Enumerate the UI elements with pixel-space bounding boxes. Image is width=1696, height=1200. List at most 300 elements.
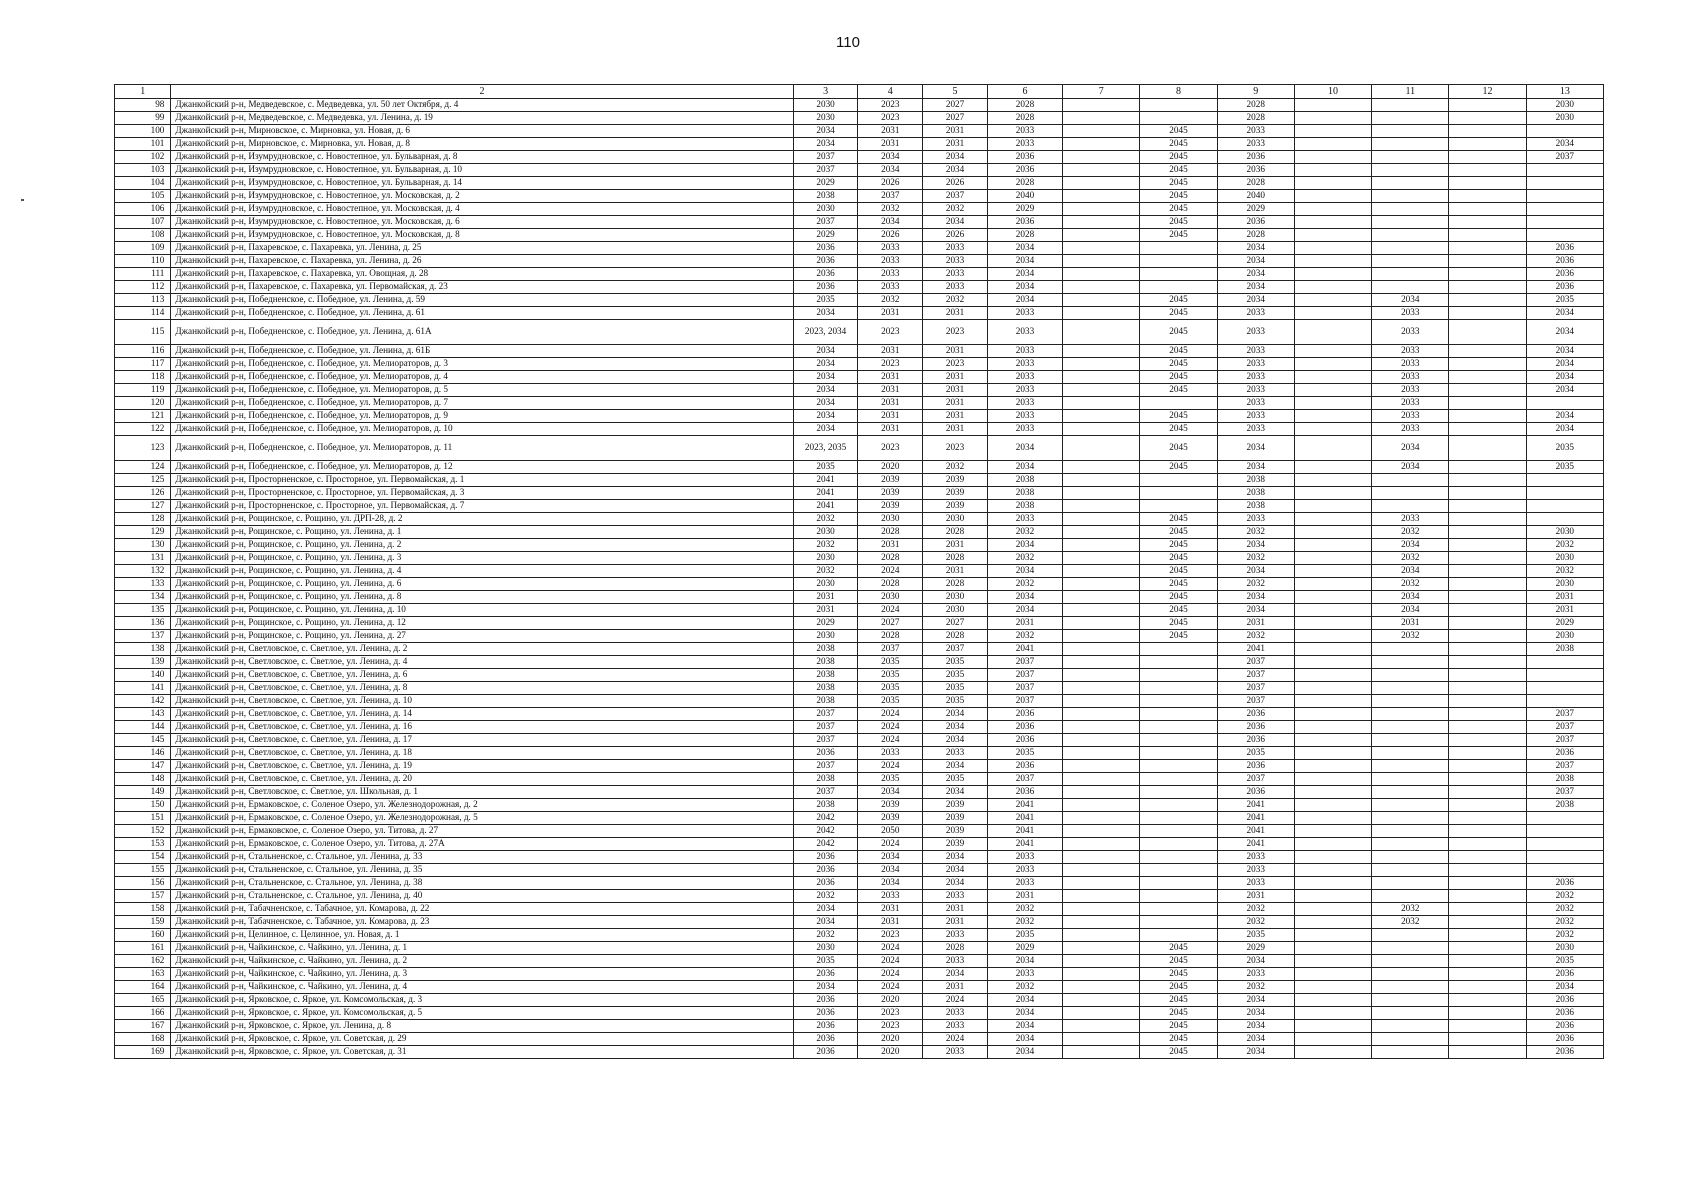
- year-cell-col-13: 2034: [1526, 358, 1603, 371]
- address-cell: Джанкойский р-н, Стальненское, с. Стальное, ул. Ленина, д. 35: [171, 864, 793, 877]
- table-row: [115, 591, 1604, 604]
- table-row: [115, 1046, 1604, 1059]
- year-cell-col-13: [1526, 825, 1603, 838]
- year-cell-col-3: 2036: [793, 1020, 858, 1033]
- year-cell-col-10: [1294, 682, 1371, 695]
- year-cell-col-9: 2034: [1217, 591, 1294, 604]
- year-cell-col-12: [1449, 604, 1526, 617]
- year-cell-col-10: [1294, 151, 1371, 164]
- year-cell-col-4: 2023: [858, 112, 923, 125]
- year-cell-col-5: 2034: [923, 851, 988, 864]
- year-cell-col-8: [1140, 838, 1217, 851]
- year-cell-col-4: 2024: [858, 734, 923, 747]
- year-cell-col-7: [1063, 138, 1140, 151]
- year-cell-col-12: [1449, 721, 1526, 734]
- year-cell-col-10: [1294, 617, 1371, 630]
- page-number: 110: [836, 34, 860, 51]
- year-cell-col-6: 2032: [987, 903, 1062, 916]
- year-cell-col-7: [1063, 397, 1140, 410]
- column-header-9: 9: [1217, 85, 1294, 99]
- year-cell-col-7: [1063, 747, 1140, 760]
- year-cell-col-7: [1063, 695, 1140, 708]
- row-number-cell: 139: [115, 656, 171, 669]
- row-number-cell: 126: [115, 487, 171, 500]
- year-cell-col-9: 2028: [1217, 99, 1294, 112]
- year-cell-col-9: 2033: [1217, 968, 1294, 981]
- year-cell-col-8: [1140, 112, 1217, 125]
- year-cell-col-12: [1449, 307, 1526, 320]
- address-cell: Джанкойский р-н, Ермаковское, с. Соленое Озеро, ул. Железнодорожная, д. 5: [171, 812, 793, 825]
- year-cell-col-6: 2038: [987, 474, 1062, 487]
- year-cell-col-7: [1063, 1033, 1140, 1046]
- year-cell-col-7: [1063, 734, 1140, 747]
- year-cell-col-13: 2037: [1526, 786, 1603, 799]
- column-header-10: 10: [1294, 85, 1371, 99]
- address-cell: Джанкойский р-н, Светловское, с. Светлое, ул. Школьная, д. 1: [171, 786, 793, 799]
- year-cell-col-6: 2031: [987, 617, 1062, 630]
- year-cell-col-8: [1140, 695, 1217, 708]
- row-number-cell: 143: [115, 708, 171, 721]
- year-cell-col-10: [1294, 164, 1371, 177]
- year-cell-col-8: 2045: [1140, 190, 1217, 203]
- year-cell-col-10: [1294, 345, 1371, 358]
- year-cell-col-8: [1140, 643, 1217, 656]
- year-cell-col-3: 2034: [793, 384, 858, 397]
- year-cell-col-10: [1294, 513, 1371, 526]
- year-cell-col-13: [1526, 474, 1603, 487]
- row-number-cell: 121: [115, 410, 171, 423]
- year-cell-col-12: [1449, 384, 1526, 397]
- year-cell-col-10: [1294, 500, 1371, 513]
- year-cell-col-6: 2034: [987, 955, 1062, 968]
- year-cell-col-6: 2041: [987, 825, 1062, 838]
- year-cell-col-5: 2037: [923, 643, 988, 656]
- year-cell-col-5: 2032: [923, 461, 988, 474]
- row-number-cell: 123: [115, 436, 171, 461]
- year-cell-col-6: 2029: [987, 203, 1062, 216]
- address-cell: Джанкойский р-н, Ярковское, с. Яркое, ул. Советская, д. 31: [171, 1046, 793, 1059]
- year-cell-col-3: 2034: [793, 410, 858, 423]
- year-cell-col-10: [1294, 539, 1371, 552]
- year-cell-col-6: 2033: [987, 320, 1062, 345]
- address-cell: Джанкойский р-н, Победненское, с. Победное, ул. Ленина, д. 61Б: [171, 345, 793, 358]
- year-cell-col-11: [1372, 851, 1449, 864]
- year-cell-col-7: [1063, 929, 1140, 942]
- year-cell-col-5: 2035: [923, 656, 988, 669]
- year-cell-col-10: [1294, 177, 1371, 190]
- year-cell-col-9: 2033: [1217, 864, 1294, 877]
- address-cell: Джанкойский р-н, Победненское, с. Победное, ул. Мелиораторов, д. 12: [171, 461, 793, 474]
- year-cell-col-3: 2037: [793, 164, 858, 177]
- year-cell-col-4: 2031: [858, 903, 923, 916]
- year-cell-col-6: 2038: [987, 487, 1062, 500]
- year-cell-col-12: [1449, 371, 1526, 384]
- year-cell-col-5: 2030: [923, 604, 988, 617]
- year-cell-col-13: 2036: [1526, 268, 1603, 281]
- housing-register-table: [114, 84, 1604, 1059]
- year-cell-col-6: 2032: [987, 981, 1062, 994]
- year-cell-col-5: 2039: [923, 825, 988, 838]
- table-row: [115, 903, 1604, 916]
- row-number-cell: 130: [115, 539, 171, 552]
- year-cell-col-4: 2023: [858, 99, 923, 112]
- year-cell-col-9: 2041: [1217, 825, 1294, 838]
- year-cell-col-13: 2035: [1526, 294, 1603, 307]
- year-cell-col-4: 2031: [858, 371, 923, 384]
- year-cell-col-8: 2045: [1140, 151, 1217, 164]
- year-cell-col-4: 2034: [858, 864, 923, 877]
- year-cell-col-10: [1294, 981, 1371, 994]
- year-cell-col-3: 2037: [793, 734, 858, 747]
- column-header-4: 4: [858, 85, 923, 99]
- row-number-cell: 142: [115, 695, 171, 708]
- row-number-cell: 164: [115, 981, 171, 994]
- table-row: [115, 255, 1604, 268]
- year-cell-col-12: [1449, 474, 1526, 487]
- year-cell-col-7: [1063, 190, 1140, 203]
- year-cell-col-13: 2030: [1526, 578, 1603, 591]
- year-cell-col-5: 2033: [923, 890, 988, 903]
- table-row: [115, 423, 1604, 436]
- year-cell-col-12: [1449, 190, 1526, 203]
- year-cell-col-11: 2032: [1372, 630, 1449, 643]
- year-cell-col-10: [1294, 643, 1371, 656]
- year-cell-col-8: [1140, 916, 1217, 929]
- row-number-cell: 140: [115, 669, 171, 682]
- year-cell-col-3: 2034: [793, 125, 858, 138]
- year-cell-col-5: 2032: [923, 203, 988, 216]
- year-cell-col-11: 2034: [1372, 539, 1449, 552]
- year-cell-col-5: 2033: [923, 1020, 988, 1033]
- year-cell-col-4: 2024: [858, 968, 923, 981]
- year-cell-col-8: 2045: [1140, 968, 1217, 981]
- year-cell-col-5: 2027: [923, 99, 988, 112]
- year-cell-col-9: 2028: [1217, 177, 1294, 190]
- address-cell: Джанкойский р-н, Светловское, с. Светлое, ул. Ленина, д. 20: [171, 773, 793, 786]
- year-cell-col-8: 2045: [1140, 552, 1217, 565]
- year-cell-col-13: 2034: [1526, 423, 1603, 436]
- address-cell: Джанкойский р-н, Просторненское, с. Просторное, ул. Первомайская, д. 7: [171, 500, 793, 513]
- year-cell-col-3: 2036: [793, 877, 858, 890]
- year-cell-col-9: 2036: [1217, 721, 1294, 734]
- address-cell: Джанкойский р-н, Рощинское, с. Рощино, ул. Ленина, д. 8: [171, 591, 793, 604]
- year-cell-col-6: 2034: [987, 539, 1062, 552]
- address-cell: Джанкойский р-н, Победненское, с. Победное, ул. Ленина, д. 59: [171, 294, 793, 307]
- year-cell-col-12: [1449, 630, 1526, 643]
- year-cell-col-9: 2033: [1217, 513, 1294, 526]
- year-cell-col-3: 2030: [793, 578, 858, 591]
- year-cell-col-3: 2036: [793, 864, 858, 877]
- row-number-cell: 125: [115, 474, 171, 487]
- year-cell-col-3: 2032: [793, 565, 858, 578]
- row-number-cell: 101: [115, 138, 171, 151]
- year-cell-col-7: [1063, 474, 1140, 487]
- year-cell-col-11: 2034: [1372, 591, 1449, 604]
- year-cell-col-6: 2034: [987, 1033, 1062, 1046]
- table-row: [115, 721, 1604, 734]
- year-cell-col-8: 2045: [1140, 994, 1217, 1007]
- year-cell-col-7: [1063, 890, 1140, 903]
- year-cell-col-3: 2031: [793, 591, 858, 604]
- address-cell: Джанкойский р-н, Чайкинское, с. Чайкино, ул. Ленина, д. 2: [171, 955, 793, 968]
- year-cell-col-3: 2034: [793, 903, 858, 916]
- row-number-cell: 153: [115, 838, 171, 851]
- year-cell-col-6: 2037: [987, 656, 1062, 669]
- column-header-5: 5: [923, 85, 988, 99]
- year-cell-col-6: 2036: [987, 721, 1062, 734]
- year-cell-col-4: 2033: [858, 242, 923, 255]
- year-cell-col-9: 2034: [1217, 461, 1294, 474]
- year-cell-col-9: 2036: [1217, 164, 1294, 177]
- year-cell-col-11: [1372, 177, 1449, 190]
- year-cell-col-9: 2034: [1217, 1046, 1294, 1059]
- year-cell-col-5: 2032: [923, 294, 988, 307]
- year-cell-col-5: 2031: [923, 916, 988, 929]
- year-cell-col-11: [1372, 138, 1449, 151]
- year-cell-col-4: 2020: [858, 994, 923, 1007]
- table-row: [115, 397, 1604, 410]
- table-row: [115, 552, 1604, 565]
- year-cell-col-5: 2033: [923, 281, 988, 294]
- address-cell: Джанкойский р-н, Ермаковское, с. Соленое Озеро, ул. Титова, д. 27А: [171, 838, 793, 851]
- year-cell-col-12: [1449, 436, 1526, 461]
- year-cell-col-11: [1372, 255, 1449, 268]
- year-cell-col-11: [1372, 242, 1449, 255]
- year-cell-col-4: 2050: [858, 825, 923, 838]
- year-cell-col-9: 2032: [1217, 903, 1294, 916]
- year-cell-col-13: 2032: [1526, 903, 1603, 916]
- year-cell-col-8: 2045: [1140, 203, 1217, 216]
- year-cell-col-10: [1294, 371, 1371, 384]
- year-cell-col-13: 2035: [1526, 461, 1603, 474]
- year-cell-col-13: [1526, 164, 1603, 177]
- year-cell-col-8: [1140, 99, 1217, 112]
- year-cell-col-11: 2033: [1372, 410, 1449, 423]
- table-row: [115, 164, 1604, 177]
- year-cell-col-10: [1294, 591, 1371, 604]
- year-cell-col-6: 2040: [987, 190, 1062, 203]
- year-cell-col-9: 2034: [1217, 565, 1294, 578]
- year-cell-col-9: 2037: [1217, 695, 1294, 708]
- year-cell-col-3: 2030: [793, 99, 858, 112]
- year-cell-col-4: 2027: [858, 617, 923, 630]
- year-cell-col-11: [1372, 773, 1449, 786]
- year-cell-col-4: 2030: [858, 513, 923, 526]
- year-cell-col-3: 2035: [793, 294, 858, 307]
- address-cell: Джанкойский р-н, Чайкинское, с. Чайкино, ул. Ленина, д. 3: [171, 968, 793, 981]
- year-cell-col-3: 2038: [793, 669, 858, 682]
- table-row: [115, 1033, 1604, 1046]
- year-cell-col-3: 2030: [793, 552, 858, 565]
- year-cell-col-6: 2032: [987, 630, 1062, 643]
- year-cell-col-11: 2034: [1372, 461, 1449, 474]
- year-cell-col-4: 2039: [858, 500, 923, 513]
- address-cell: Джанкойский р-н, Рощинское, с. Рощино, ул. Ленина, д. 1: [171, 526, 793, 539]
- year-cell-col-11: 2033: [1372, 320, 1449, 345]
- year-cell-col-13: 2031: [1526, 591, 1603, 604]
- year-cell-col-12: [1449, 164, 1526, 177]
- year-cell-col-7: [1063, 968, 1140, 981]
- year-cell-col-4: 2035: [858, 682, 923, 695]
- year-cell-col-10: [1294, 112, 1371, 125]
- year-cell-col-8: [1140, 708, 1217, 721]
- address-cell: Джанкойский р-н, Победненское, с. Победное, ул. Мелиораторов, д. 11: [171, 436, 793, 461]
- year-cell-col-8: 2045: [1140, 164, 1217, 177]
- year-cell-col-5: 2028: [923, 578, 988, 591]
- year-cell-col-3: 2032: [793, 539, 858, 552]
- year-cell-col-7: [1063, 812, 1140, 825]
- year-cell-col-7: [1063, 1007, 1140, 1020]
- year-cell-col-13: 2038: [1526, 643, 1603, 656]
- year-cell-col-8: [1140, 734, 1217, 747]
- year-cell-col-5: 2028: [923, 526, 988, 539]
- table-row: [115, 384, 1604, 397]
- year-cell-col-4: 2024: [858, 955, 923, 968]
- year-cell-col-11: [1372, 151, 1449, 164]
- column-header-6: 6: [987, 85, 1062, 99]
- row-number-cell: 155: [115, 864, 171, 877]
- year-cell-col-10: [1294, 916, 1371, 929]
- year-cell-col-4: 2037: [858, 190, 923, 203]
- year-cell-col-10: [1294, 216, 1371, 229]
- year-cell-col-6: 2036: [987, 151, 1062, 164]
- year-cell-col-11: [1372, 1007, 1449, 1020]
- table-row: [115, 708, 1604, 721]
- year-cell-col-5: 2034: [923, 151, 988, 164]
- address-cell: Джанкойский р-н, Ярковское, с. Яркое, ул. Ленина, д. 8: [171, 1020, 793, 1033]
- year-cell-col-12: [1449, 255, 1526, 268]
- address-cell: Джанкойский р-н, Победненское, с. Победное, ул. Мелиораторов, д. 9: [171, 410, 793, 423]
- year-cell-col-5: 2031: [923, 981, 988, 994]
- year-cell-col-11: [1372, 99, 1449, 112]
- year-cell-col-4: 2024: [858, 760, 923, 773]
- year-cell-col-12: [1449, 669, 1526, 682]
- year-cell-col-9: 2033: [1217, 397, 1294, 410]
- year-cell-col-10: [1294, 864, 1371, 877]
- year-cell-col-5: 2039: [923, 474, 988, 487]
- year-cell-col-11: [1372, 656, 1449, 669]
- year-cell-col-5: 2031: [923, 307, 988, 320]
- year-cell-col-4: 2024: [858, 942, 923, 955]
- row-number-cell: 149: [115, 786, 171, 799]
- table-row: [115, 281, 1604, 294]
- year-cell-col-5: 2031: [923, 125, 988, 138]
- year-cell-col-9: 2033: [1217, 345, 1294, 358]
- address-cell: Джанкойский р-н, Мирновское, с. Мирновка, ул. Новая, д. 8: [171, 138, 793, 151]
- year-cell-col-10: [1294, 877, 1371, 890]
- year-cell-col-6: 2041: [987, 799, 1062, 812]
- row-number-cell: 144: [115, 721, 171, 734]
- row-number-cell: 115: [115, 320, 171, 345]
- year-cell-col-12: [1449, 695, 1526, 708]
- year-cell-col-10: [1294, 294, 1371, 307]
- year-cell-col-8: [1140, 747, 1217, 760]
- year-cell-col-6: 2028: [987, 229, 1062, 242]
- year-cell-col-11: [1372, 734, 1449, 747]
- year-cell-col-10: [1294, 125, 1371, 138]
- year-cell-col-8: [1140, 773, 1217, 786]
- year-cell-col-13: 2031: [1526, 604, 1603, 617]
- year-cell-col-9: 2033: [1217, 423, 1294, 436]
- year-cell-col-8: 2045: [1140, 307, 1217, 320]
- row-number-cell: 129: [115, 526, 171, 539]
- year-cell-col-4: 2031: [858, 410, 923, 423]
- year-cell-col-4: 2031: [858, 384, 923, 397]
- address-cell: Джанкойский р-н, Изумрудновское, с. Новостепное, ул. Московская, д. 6: [171, 216, 793, 229]
- year-cell-col-3: 2030: [793, 942, 858, 955]
- year-cell-col-13: [1526, 838, 1603, 851]
- year-cell-col-8: [1140, 268, 1217, 281]
- year-cell-col-8: [1140, 487, 1217, 500]
- year-cell-col-4: 2034: [858, 786, 923, 799]
- year-cell-col-10: [1294, 851, 1371, 864]
- table-row: [115, 578, 1604, 591]
- year-cell-col-6: 2034: [987, 242, 1062, 255]
- row-number-cell: 106: [115, 203, 171, 216]
- year-cell-col-4: 2020: [858, 1033, 923, 1046]
- year-cell-col-4: 2034: [858, 151, 923, 164]
- year-cell-col-11: [1372, 164, 1449, 177]
- year-cell-col-10: [1294, 99, 1371, 112]
- year-cell-col-9: 2032: [1217, 526, 1294, 539]
- year-cell-col-3: 2042: [793, 838, 858, 851]
- year-cell-col-5: 2031: [923, 410, 988, 423]
- year-cell-col-8: [1140, 721, 1217, 734]
- year-cell-col-9: 2034: [1217, 436, 1294, 461]
- address-cell: Джанкойский р-н, Светловское, с. Светлое, ул. Ленина, д. 19: [171, 760, 793, 773]
- year-cell-col-9: 2029: [1217, 203, 1294, 216]
- year-cell-col-12: [1449, 397, 1526, 410]
- year-cell-col-5: 2030: [923, 591, 988, 604]
- year-cell-col-3: 2030: [793, 526, 858, 539]
- year-cell-col-11: 2034: [1372, 294, 1449, 307]
- year-cell-col-12: [1449, 1007, 1526, 1020]
- table-row: [115, 890, 1604, 903]
- year-cell-col-10: [1294, 242, 1371, 255]
- year-cell-col-7: [1063, 630, 1140, 643]
- year-cell-col-13: [1526, 487, 1603, 500]
- year-cell-col-5: 2033: [923, 1046, 988, 1059]
- year-cell-col-13: 2036: [1526, 968, 1603, 981]
- year-cell-col-11: [1372, 955, 1449, 968]
- year-cell-col-11: [1372, 825, 1449, 838]
- row-number-cell: 133: [115, 578, 171, 591]
- year-cell-col-7: [1063, 708, 1140, 721]
- table-row: [115, 177, 1604, 190]
- year-cell-col-11: [1372, 994, 1449, 1007]
- address-cell: Джанкойский р-н, Стальненское, с. Стальное, ул. Ленина, д. 38: [171, 877, 793, 890]
- year-cell-col-3: 2035: [793, 955, 858, 968]
- year-cell-col-11: [1372, 268, 1449, 281]
- year-cell-col-7: [1063, 229, 1140, 242]
- year-cell-col-10: [1294, 268, 1371, 281]
- row-number-cell: 99: [115, 112, 171, 125]
- address-cell: Джанкойский р-н, Светловское, с. Светлое, ул. Ленина, д. 18: [171, 747, 793, 760]
- year-cell-col-8: 2045: [1140, 565, 1217, 578]
- year-cell-col-6: 2036: [987, 786, 1062, 799]
- year-cell-col-13: 2030: [1526, 112, 1603, 125]
- year-cell-col-13: 2030: [1526, 552, 1603, 565]
- table-row: [115, 929, 1604, 942]
- year-cell-col-3: 2037: [793, 721, 858, 734]
- year-cell-col-13: 2029: [1526, 617, 1603, 630]
- year-cell-col-12: [1449, 591, 1526, 604]
- year-cell-col-12: [1449, 320, 1526, 345]
- address-cell: Джанкойский р-н, Светловское, с. Светлое, ул. Ленина, д. 17: [171, 734, 793, 747]
- year-cell-col-9: 2034: [1217, 255, 1294, 268]
- year-cell-col-13: 2034: [1526, 138, 1603, 151]
- year-cell-col-12: [1449, 929, 1526, 942]
